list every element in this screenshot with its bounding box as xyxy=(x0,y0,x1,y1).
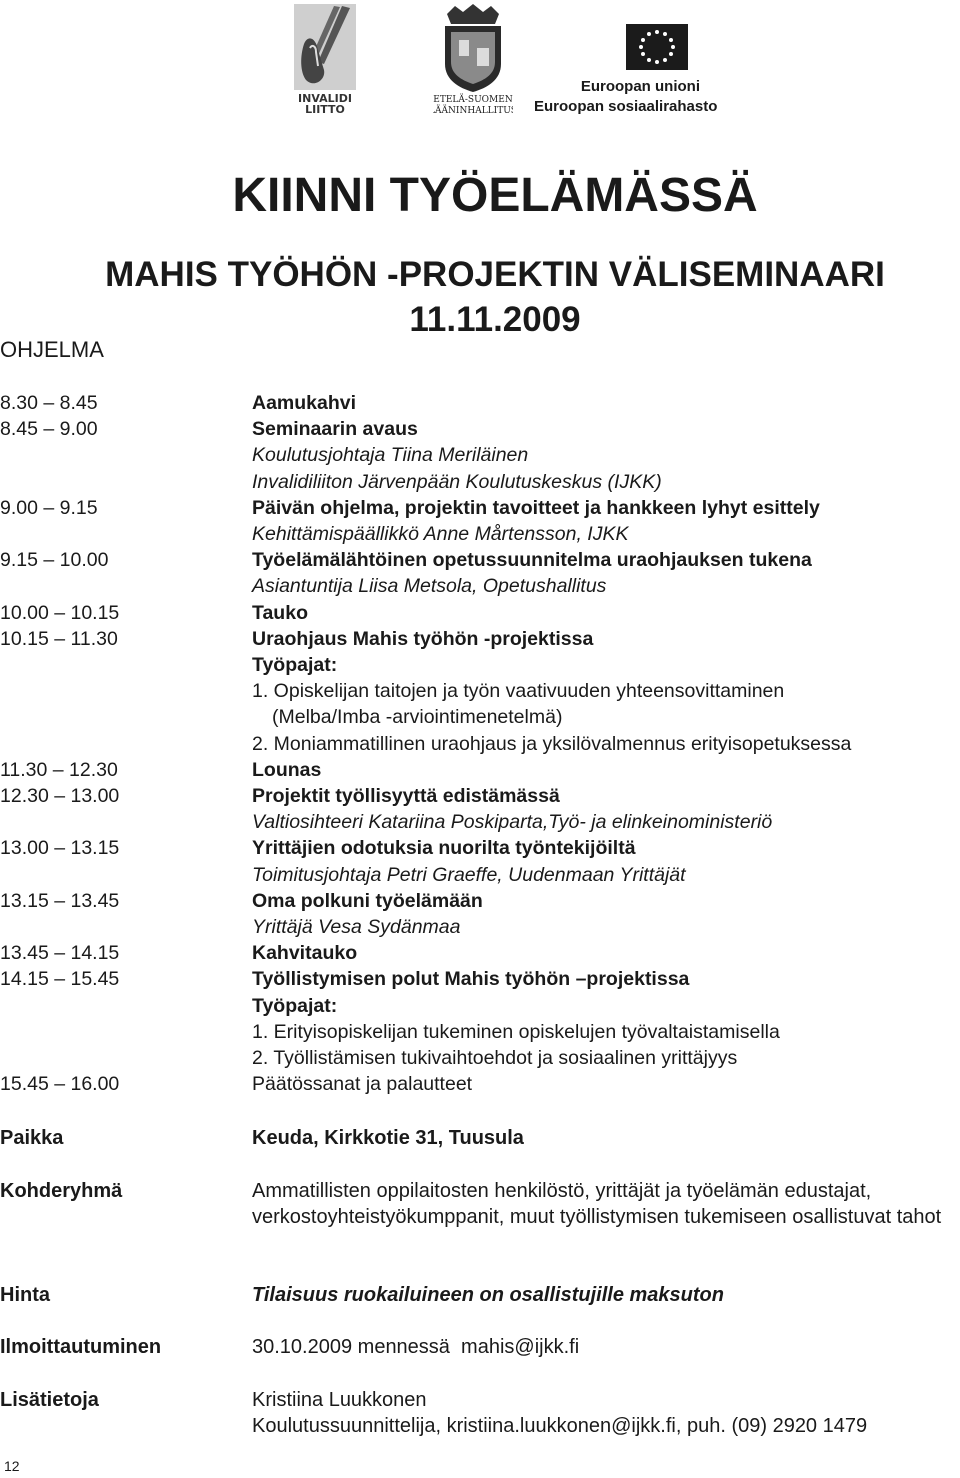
program-row xyxy=(0,1019,960,1045)
eu-flag-icon xyxy=(626,24,688,70)
program-item: Oma polkuni työelämään xyxy=(252,890,483,912)
program-row xyxy=(0,757,960,783)
kohderyhma-value: Ammatillisten oppilaitosten henkilöstö, yrittäjät ja työelämän edustajat, verkostoyhteistyökumppanit, muut työllistymisen tukemiseen osallistuvat tahot xyxy=(252,1180,942,1228)
ilmoittautuminen-label: Ilmoittautuminen xyxy=(0,1336,162,1358)
program-time: 13.00 – 13.15 xyxy=(0,837,120,859)
program-row xyxy=(0,416,960,442)
program-item: Aamukahvi xyxy=(252,392,357,414)
program-heading: OHJELMA xyxy=(0,337,104,362)
program-row xyxy=(0,862,960,888)
etela-suomen-laaninhallitus-logo xyxy=(433,4,513,114)
hinta-value: Tilaisuus ruokailuineen on osallistujille maksuton xyxy=(252,1284,724,1306)
svg-text:INVALIDI: INVALIDI xyxy=(298,92,352,105)
program-item: (Melba/Imba -arviointimenetelmä) xyxy=(272,706,563,728)
program-row xyxy=(0,626,960,652)
program-row xyxy=(0,966,960,992)
paikka-label: Paikka xyxy=(0,1127,64,1149)
program-item: Invalidiliiton Järvenpään Koulutuskeskus (IJKK) xyxy=(252,471,662,493)
program-time: 13.45 – 14.15 xyxy=(0,942,120,964)
program-row xyxy=(0,940,960,966)
invalidiliitto-emblem-icon xyxy=(294,4,356,114)
program-item: 1. Erityisopiskelijan tukeminen opiskelujen työvaltaistamisella xyxy=(252,1021,780,1043)
program-row xyxy=(0,442,960,468)
coat-of-arms-icon xyxy=(433,4,513,114)
program-item: Päätössanat ja palautteet xyxy=(252,1073,473,1095)
program-time: 13.15 – 13.45 xyxy=(0,890,120,912)
eu-line1: Euroopan unioni xyxy=(580,78,700,95)
program-row xyxy=(0,600,960,626)
program-time: 8.45 – 9.00 xyxy=(0,418,98,440)
subtitle-date: 11.11.2009 xyxy=(409,300,581,339)
program-row xyxy=(0,678,960,704)
eu-logo xyxy=(534,24,718,116)
page-number: 12 xyxy=(4,1458,20,1474)
program-time: 11.30 – 12.30 xyxy=(0,759,118,781)
program-row xyxy=(0,835,960,861)
program-time: 10.00 – 10.15 xyxy=(0,602,120,624)
hinta-label: Hinta xyxy=(0,1284,50,1306)
program-item: Tauko xyxy=(252,602,308,624)
program-time: 9.15 – 10.00 xyxy=(0,549,109,571)
program-row xyxy=(0,993,960,1019)
program-item: Työpajat: xyxy=(252,995,338,1017)
program-item: Yrittäjien odotuksia nuorilta työntekijöiltä xyxy=(252,837,636,859)
program-item: Kehittämispäällikkö Anne Mårtensson, IJKK xyxy=(252,523,629,545)
es-line1: ETELÄ-SUOMEN xyxy=(433,95,513,105)
program-item: 2. Työllistämisen tukivaihtoehdot ja sosiaalinen yrittäjyys xyxy=(252,1047,738,1069)
program-item: Työelämälähtöinen opetussuunnitelma uraohjauksen tukena xyxy=(252,549,812,571)
page-subtitle xyxy=(0,252,960,342)
ilmoittautuminen-value: 30.10.2009 mennessä mahis@ijkk.fi xyxy=(252,1336,580,1358)
program-item: Koulutusjohtaja Tiina Meriläinen xyxy=(252,444,529,466)
program-time: 10.15 – 11.30 xyxy=(0,628,118,650)
program-item: 1. Opiskelijan taitojen ja työn vaativuuden yhteensovittaminen xyxy=(252,680,785,702)
page-title: KIINNI TYÖELÄMÄSSÄ xyxy=(232,169,758,222)
es-line2: LÄÄNINHALLITUS xyxy=(433,106,513,114)
program-item: Projektit työllisyyttä edistämässä xyxy=(252,785,560,807)
program-row xyxy=(0,521,960,547)
program-row xyxy=(0,731,960,757)
program-row xyxy=(0,495,960,521)
program-item: 2. Moniammatillinen uraohjaus ja yksilövalmennus erityisopetuksessa xyxy=(252,733,852,755)
program-item: Työllistymisen polut Mahis työhön –projektissa xyxy=(252,968,690,990)
program-row xyxy=(0,1045,960,1071)
invalidiliitto-logo xyxy=(294,4,356,114)
program-row xyxy=(0,547,960,573)
program-row xyxy=(0,652,960,678)
eu-line2: Euroopan sosiaalirahasto xyxy=(534,98,718,115)
program-time: 15.45 – 16.00 xyxy=(0,1073,120,1095)
program-row xyxy=(0,809,960,835)
lisatietoja-label: Lisätietoja xyxy=(0,1389,99,1411)
program-time: 12.30 – 13.00 xyxy=(0,785,120,807)
program-item: Valtiosihteeri Katariina Poskiparta,Työ- ja elinkeinoministeriö xyxy=(252,811,773,833)
lisatietoja-name: Kristiina Luukkonen xyxy=(252,1389,427,1411)
subtitle-line1: MAHIS TYÖHÖN -PROJEKTIN VÄLISEMINAARI xyxy=(105,255,885,294)
program-row xyxy=(0,573,960,599)
program-time: 14.15 – 15.45 xyxy=(0,968,120,990)
program-item: Lounas xyxy=(252,759,322,781)
program-row xyxy=(0,469,960,495)
program-item: Yrittäjä Vesa Sydänmaa xyxy=(252,916,461,938)
program-row xyxy=(0,1071,960,1097)
program-row xyxy=(0,914,960,940)
paikka-value: Keuda, Kirkkotie 31, Tuusula xyxy=(252,1127,524,1149)
program-time: 9.00 – 9.15 xyxy=(0,497,98,519)
program-item: Työpajat: xyxy=(252,654,338,676)
program-row xyxy=(0,390,960,416)
program-item: Asiantuntija Liisa Metsola, Opetushallitus xyxy=(252,575,607,597)
program-row xyxy=(0,888,960,914)
program-item: Päivän ohjelma, projektin tavoitteet ja hankkeen lyhyt esittely xyxy=(252,497,820,519)
program-row xyxy=(0,783,960,809)
program-item: Toimitusjohtaja Petri Graeffe, Uudenmaan Yrittäjät xyxy=(252,864,686,886)
kohderyhma-label: Kohderyhmä xyxy=(0,1180,123,1202)
lisatietoja-contact: Koulutussuunnittelija, kristiina.luukkonen@ijkk.fi, puh. (09) 2920 1479 xyxy=(252,1415,868,1437)
program-item: Uraohjaus Mahis työhön -projektissa xyxy=(252,628,594,650)
program-item: Kahvitauko xyxy=(252,942,358,964)
program-item: Seminaarin avaus xyxy=(252,418,418,440)
program-row xyxy=(0,704,960,730)
program-time: 8.30 – 8.45 xyxy=(0,392,98,414)
svg-text:LIITTO: LIITTO xyxy=(305,103,345,114)
